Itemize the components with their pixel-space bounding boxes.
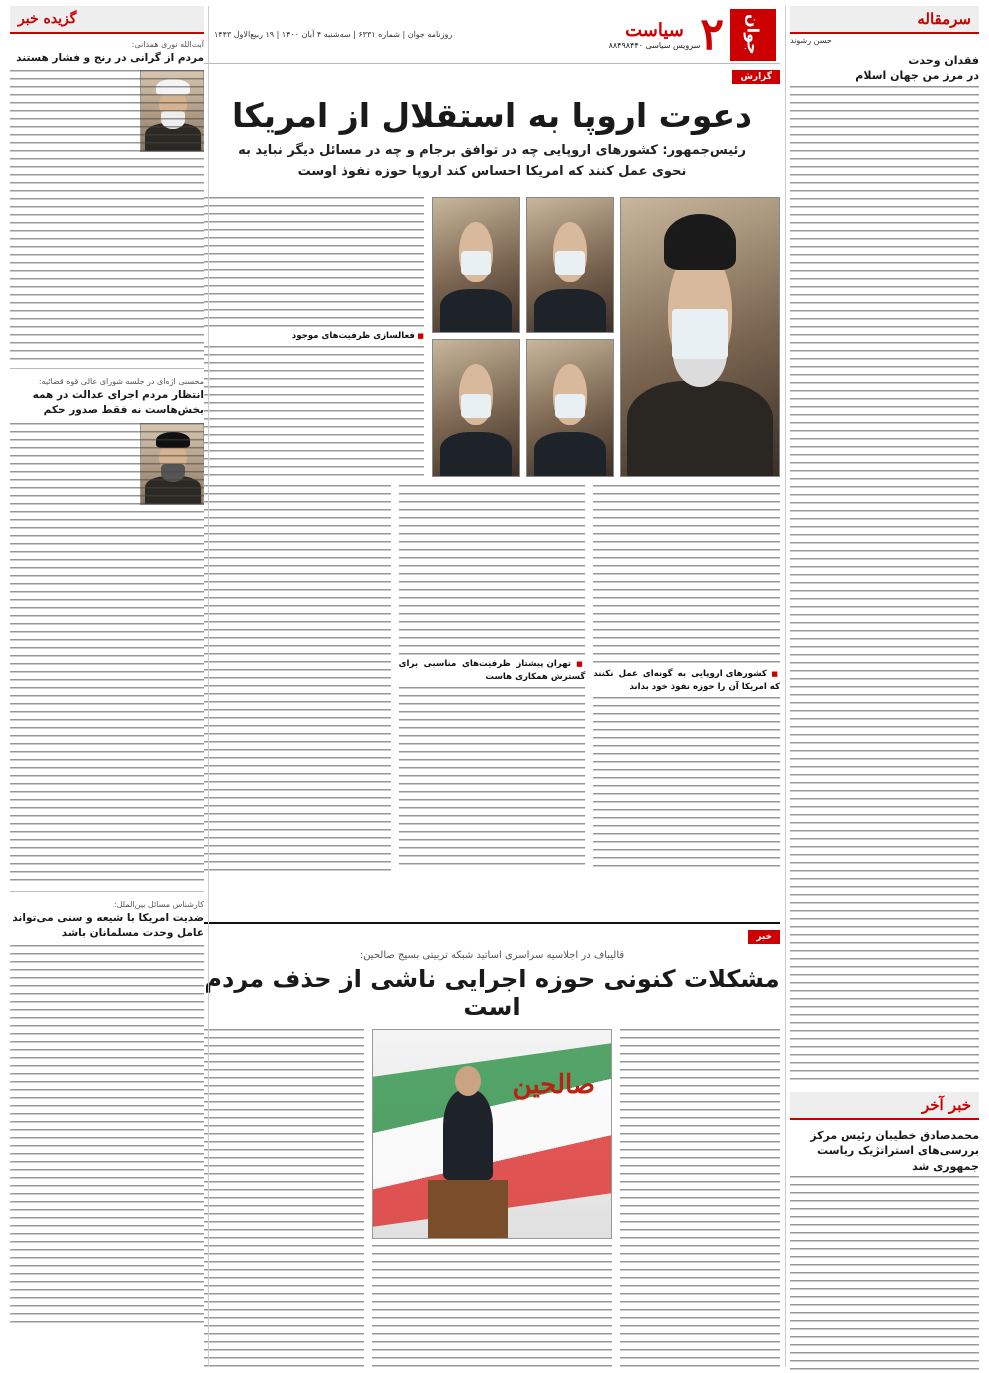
digest-tag: گزیده خبر (18, 11, 77, 27)
page-number: ۲ (700, 9, 724, 60)
issue-meta: روزنامه جوان | شماره ۶۳۳۱ | سه‌شنبه ۴ آبان ۱۴۰۰ | ۱۹ ربیع‌الاول ۱۴۴۳ (214, 29, 453, 39)
item3-title: ضدیت امریکا با شیعه و سنی می‌تواند عامل وحدت مسلمانان باشد (12, 911, 204, 939)
lead-col-2 (399, 485, 586, 875)
banner-text: صالحین (512, 1070, 595, 1100)
lead-media-row (204, 197, 780, 477)
report-pill: گزارش (732, 70, 780, 84)
editorial-body (790, 86, 979, 1086)
item1-kicker: آیت‌الله نوری همدانی: (131, 40, 204, 49)
politics-page (204, 6, 780, 1367)
news-pill: خبر (748, 930, 780, 944)
lead-intro-text (204, 197, 424, 477)
president-photo (620, 197, 780, 477)
second-kicker: قالیباف در اجلاسیه سراسری اساتید شبکه تربیتی بسیج صالحین: (359, 950, 625, 961)
editorial-title: فقدان وحدت در مرز من جهان اسلام (855, 54, 979, 83)
editorial-column (785, 6, 983, 1367)
lead-headline: دعوت اروپا به استقلال از امریکا (231, 96, 752, 135)
lead-bullet-3: ■ کشورهای اروپایی به گونه‌ای عمل نکنند که امریکا آن را حوزه نفوذ خود بداند (593, 668, 780, 695)
ambassador-photo-1 (526, 197, 614, 333)
item1-title: مردم از گرانی در رنج و فشار هستند (16, 52, 204, 64)
newspaper-logo: جوان (730, 9, 776, 61)
ambassador-photo-2 (432, 197, 520, 333)
lead-photos (430, 197, 780, 477)
last-news-title: محمدصادق خطیبان رئیس مرکز بررسی‌های استراتژیک ریاست جمهوری شد (810, 1128, 979, 1173)
section-phone: سرویس سیاسی ۸۸۴۹۸۴۴۰ (608, 40, 701, 50)
ambassador-photo-3 (526, 339, 614, 477)
editorial-header (790, 6, 979, 34)
last-news-tag: خبر آخر (921, 1095, 971, 1114)
item3-kicker: کارشناس مسائل بین‌الملل: (113, 899, 204, 909)
item2-body (10, 423, 204, 883)
second-body (204, 1029, 780, 1373)
lead-bullet-2: ■ تهران پیشتاز ظرفیت‌های مناسبی برای گسترش همکاری هاست (399, 658, 586, 685)
qalibaf-photo (372, 1029, 612, 1239)
second-col-3 (204, 1029, 364, 1373)
lead-body-columns (204, 485, 780, 875)
lead-col-1 (593, 485, 780, 875)
second-col-2 (372, 1245, 612, 1373)
item3-body (10, 945, 204, 1325)
second-headline: مشکلات کنونی حوزه اجرایی ناشی از حذف مردم است (204, 965, 780, 1021)
second-col-1 (620, 1029, 780, 1373)
editorial-author: حسن رشوند (790, 36, 832, 45)
second-middle (372, 1029, 612, 1373)
editorial-tag: سرمقاله (917, 10, 971, 28)
masthead (204, 6, 780, 64)
news-digest-column (6, 6, 209, 1367)
ambassador-photo-4 (432, 339, 520, 477)
lead-bullet-1: ■ فعالسازی ظرفیت‌های موجود (204, 330, 424, 343)
last-news-body (790, 1176, 979, 1373)
section-title: سیاست (625, 19, 684, 41)
digest-header (10, 6, 204, 34)
lead-subhead: رئیس‌جمهور: کشورهای اروپایی چه در توافق برجام و چه در مسائل دیگر نباید به نحوی عمل کنند که امریکا احساس کند اروپا حوزه نفوذ اوست (238, 143, 746, 179)
lead-col-3 (204, 485, 391, 875)
item2-title: انتظار مردم اجرای عدالت در همه بخش‌هاست نه فقط صدور حکم (32, 389, 204, 417)
second-story (204, 922, 780, 1373)
item1-body (10, 70, 204, 360)
item2-kicker: محسنی اژه‌ای در جلسه شورای عالی قوه قضائیه: (38, 377, 204, 387)
last-news-header (790, 1092, 979, 1120)
